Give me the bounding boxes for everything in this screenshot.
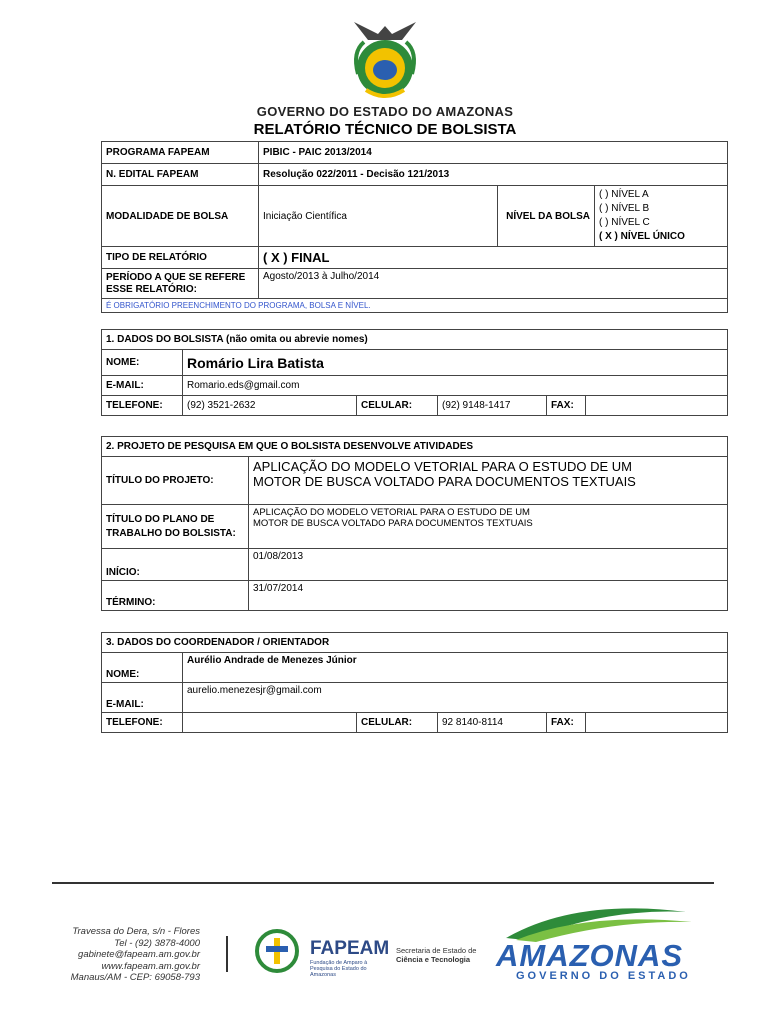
- coord-celular-value[interactable]: 92 8140-8114: [438, 713, 547, 733]
- projeto-titulo-value[interactable]: [249, 457, 728, 505]
- program-info-table: [101, 141, 728, 313]
- nivel-options: [595, 186, 728, 247]
- address-line-1: Travessa do Dera, s/n - Flores: [72, 926, 200, 937]
- edital-label: N. EDITAL FAPEAM: [102, 164, 259, 186]
- secretaria-line-1: Secretaria de Estado de: [396, 946, 477, 955]
- bolsista-fax-label: FAX:: [547, 396, 586, 416]
- amazonas-brand: AMAZONAS: [496, 938, 684, 973]
- plano-label: [102, 505, 249, 549]
- section-2-title: 2. PROJETO DE PESQUISA EM QUE O BOLSISTA DESENVOLVE ATIVIDADES: [102, 437, 728, 457]
- termino-label: TÉRMINO:: [102, 581, 249, 611]
- coordenador-table: [101, 632, 728, 733]
- governo-estado-text: GOVERNO DO ESTADO: [516, 970, 691, 982]
- address-line-4[interactable]: www.fapeam.am.gov.br: [101, 960, 200, 972]
- address-line-2: Tel - (92) 3878-4000: [114, 937, 200, 949]
- fapeam-subtitle: Fundação de Amparo à Pesquisa do Estado do Amazonas: [310, 960, 368, 978]
- bolsista-email-value[interactable]: Romario.eds@gmail.com: [183, 376, 728, 396]
- inicio-label: INÍCIO:: [102, 549, 249, 581]
- modalidade-value: Iniciação Científica: [259, 186, 498, 247]
- nivel-unico-option[interactable]: ( X ) NÍVEL ÚNICO: [599, 231, 685, 242]
- bolsista-celular-label: CELULAR:: [357, 396, 438, 416]
- footer-separator: [226, 936, 228, 972]
- secretaria-text: [396, 946, 476, 964]
- coord-nome-label: NOME:: [102, 653, 183, 683]
- bolsista-nome-value[interactable]: Romário Lira Batista: [183, 350, 728, 376]
- nivel-b-option[interactable]: ( ) NÍVEL B: [599, 203, 650, 214]
- programa-label: PROGRAMA FAPEAM: [102, 142, 259, 164]
- fapeam-name: FAPEAM: [310, 938, 390, 959]
- projeto-titulo-line-2: MOTOR DE BUSCA VOLTADO PARA DOCUMENTOS TEXTUAIS: [253, 474, 636, 489]
- plano-value-line-2: MOTOR DE BUSCA VOLTADO PARA DOCUMENTOS TEXTUAIS: [253, 518, 533, 529]
- address-line-5: Manaus/AM - CEP: 69058-793: [70, 972, 200, 983]
- bolsista-telefone-label: TELEFONE:: [102, 396, 183, 416]
- section-1-title: 1. DADOS DO BOLSISTA (não omita ou abrevie nomes): [102, 330, 728, 350]
- fapeam-logo-icon: [254, 928, 300, 974]
- page-title: RELATÓRIO TÉCNICO DE BOLSISTA: [253, 121, 517, 138]
- amazonas-swoosh-icon: [496, 898, 696, 942]
- coord-telefone-value[interactable]: [183, 713, 357, 733]
- plano-label-line-2: TRABALHO DO BOLSISTA:: [106, 527, 236, 539]
- mandatory-warning: É OBRIGATÓRIO PREENCHIMENTO DO PROGRAMA, BOLSA E NÍVEL.: [102, 299, 728, 313]
- tipo-value: ( X ) FINAL: [259, 247, 728, 269]
- nivel-c-option[interactable]: ( ) NÍVEL C: [599, 217, 650, 228]
- nivel-a-option[interactable]: ( ) NÍVEL A: [599, 189, 649, 200]
- bolsista-telefone-value[interactable]: (92) 3521-2632: [183, 396, 357, 416]
- coord-fax-label: FAX:: [547, 713, 586, 733]
- projeto-titulo-line-1: APLICAÇÃO DO MODELO VETORIAL PARA O ESTUDO DE UM: [253, 459, 633, 474]
- coord-nome-value[interactable]: Aurélio Andrade de Menezes Júnior: [183, 653, 728, 683]
- tipo-label: TIPO DE RELATÓRIO: [102, 247, 259, 269]
- termino-value[interactable]: 31/07/2014: [249, 581, 728, 611]
- programa-value: PIBIC - PAIC 2013/2014: [259, 142, 728, 164]
- plano-label-line-1: TÍTULO DO PLANO DE: [106, 513, 215, 525]
- periodo-value: Agosto/2013 à Julho/2014: [259, 269, 728, 299]
- coord-email-value[interactable]: aurelio.menezesjr@gmail.com: [183, 683, 728, 713]
- address-line-3[interactable]: gabinete@fapeam.am.gov.br: [78, 949, 200, 960]
- coord-fax-value[interactable]: [586, 713, 728, 733]
- periodo-label: PERÍODO A QUE SE REFERE ESSE RELATÓRIO:: [102, 269, 259, 299]
- nivel-label: NÍVEL DA BOLSA: [498, 186, 595, 247]
- coord-celular-label: CELULAR:: [357, 713, 438, 733]
- bolsista-table: [101, 329, 728, 416]
- bolsista-celular-value[interactable]: (92) 9148-1417: [438, 396, 547, 416]
- footer-divider: [52, 882, 714, 884]
- section-3-title: 3. DADOS DO COORDENADOR / ORIENTADOR: [102, 633, 728, 653]
- modalidade-label: MODALIDADE DE BOLSA: [102, 186, 259, 247]
- secretaria-line-2: Ciência e Tecnologia: [396, 955, 471, 964]
- coord-telefone-label: TELEFONE:: [102, 713, 183, 733]
- edital-value: Resolução 022/2011 - Decisão 121/2013: [259, 164, 728, 186]
- footer-address: [60, 926, 200, 984]
- bolsista-email-label: E-MAIL:: [102, 376, 183, 396]
- state-seal-icon: [344, 12, 426, 100]
- inicio-value[interactable]: 01/08/2013: [249, 549, 728, 581]
- government-heading: GOVERNO DO ESTADO DO AMAZONAS: [256, 104, 514, 119]
- projeto-table: [101, 436, 728, 611]
- plano-value[interactable]: [249, 505, 728, 549]
- bolsista-fax-value[interactable]: [586, 396, 728, 416]
- bolsista-nome-label: NOME:: [102, 350, 183, 376]
- plano-value-line-1: APLICAÇÃO DO MODELO VETORIAL PARA O ESTUDO DE UM: [253, 507, 530, 518]
- coord-email-label: E-MAIL:: [102, 683, 183, 713]
- projeto-titulo-label: TÍTULO DO PROJETO:: [102, 457, 249, 505]
